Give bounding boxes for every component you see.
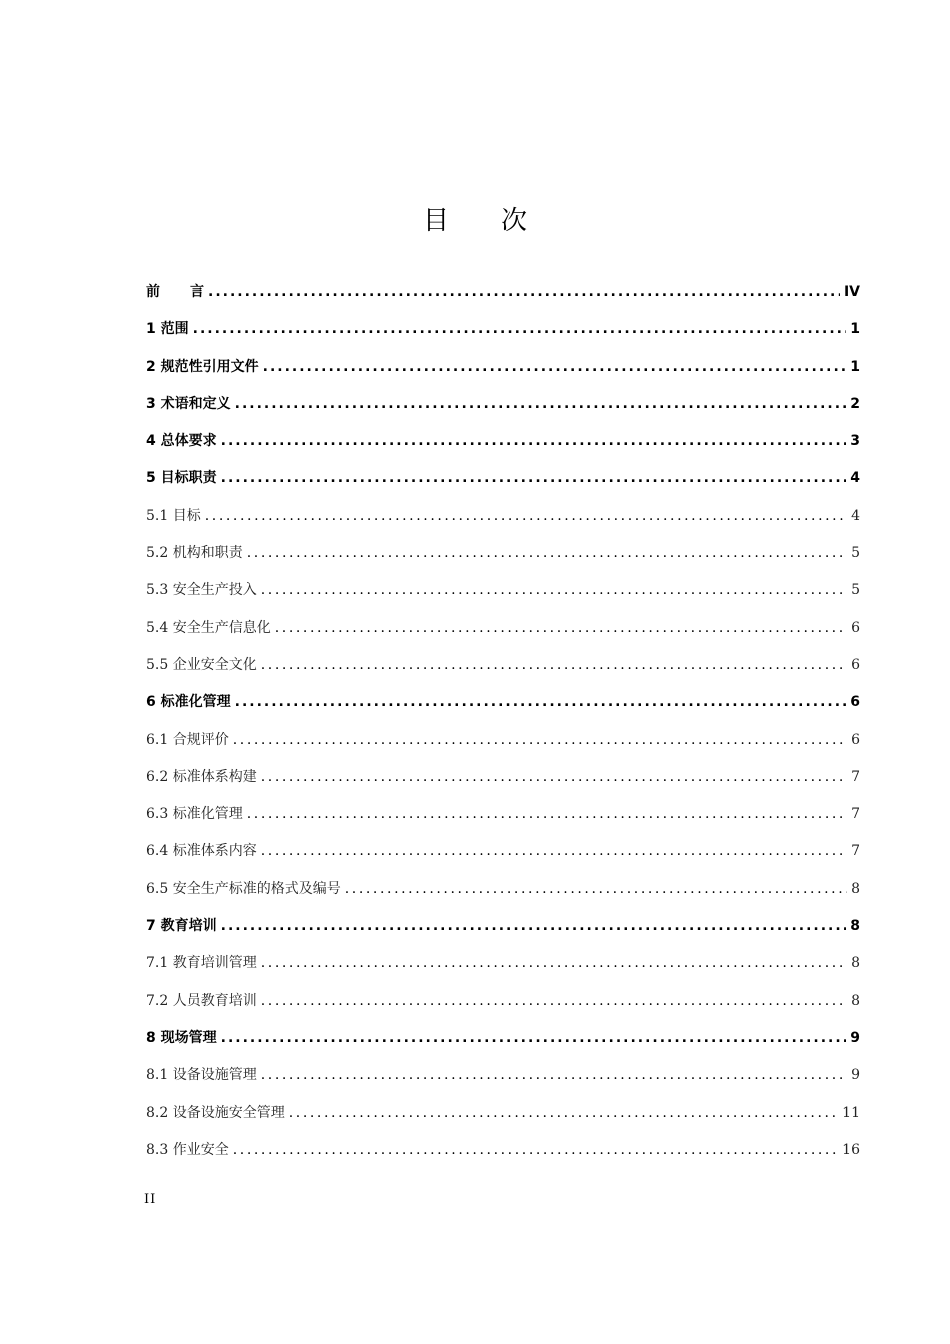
toc-entry-label (146, 722, 229, 759)
toc-entry[interactable] (146, 684, 860, 721)
toc-entry-text: 言 (190, 284, 204, 300)
dot-leader (289, 1095, 838, 1132)
toc-entry-label (146, 983, 257, 1020)
dot-leader (233, 1132, 838, 1169)
toc-entry-number: 8.3 (146, 1141, 169, 1158)
dot-leader (208, 274, 840, 311)
toc-entry[interactable] (146, 311, 860, 348)
toc-entry-label (146, 572, 257, 609)
toc-entry-page: 7 (851, 843, 860, 860)
toc-entry-text: 总体要求 (160, 433, 217, 450)
toc-entry-text: 标准化管理 (172, 806, 243, 823)
dot-leader (261, 1057, 847, 1094)
toc-entry-page: 5 (851, 582, 860, 599)
toc-entry-label (146, 796, 243, 833)
toc-entry[interactable] (146, 796, 860, 833)
toc-entry-label (146, 423, 217, 460)
toc-entry-page: 8 (851, 880, 860, 897)
toc-entry-label (146, 1132, 229, 1169)
toc-entry-text: 安全生产投入 (172, 582, 257, 599)
toc-entry-text: 标准化管理 (160, 694, 231, 711)
toc-entry-label (146, 1095, 285, 1132)
toc-entry-text: 教育培训管理 (172, 955, 257, 972)
toc-entry-number: 4 (146, 433, 156, 450)
toc-entry[interactable] (146, 722, 860, 759)
toc-entry[interactable] (146, 274, 860, 311)
dot-leader (247, 796, 847, 833)
toc-entry-number: 8.2 (146, 1104, 169, 1121)
dot-leader (247, 535, 847, 572)
toc-entry-number: 7.1 (146, 955, 169, 972)
toc-entry-page: 9 (850, 1029, 860, 1046)
toc-entry[interactable] (146, 647, 860, 684)
toc-entry-page: 6 (850, 694, 860, 711)
toc-entry-text: 机构和职责 (172, 545, 243, 562)
toc-entry-number: 6.2 (146, 768, 169, 785)
toc-entry-text: 规范性引用文件 (160, 358, 259, 375)
toc-entry-page: 6 (851, 731, 860, 748)
toc-entry-label (146, 274, 204, 311)
toc-entry[interactable] (146, 833, 860, 870)
toc-entry-page: 8 (851, 992, 860, 1009)
toc-entry-label (146, 684, 231, 721)
toc-entry[interactable] (146, 349, 860, 386)
toc-entry-label (146, 460, 217, 497)
toc-entry[interactable] (146, 535, 860, 572)
toc-entry[interactable] (146, 908, 860, 945)
toc-entry-label (146, 908, 217, 945)
dot-leader (275, 610, 847, 647)
toc-entry-label (146, 535, 243, 572)
table-of-contents (146, 274, 860, 1169)
toc-entry-text: 设备设施安全管理 (172, 1104, 285, 1121)
toc-entry[interactable] (146, 423, 860, 460)
toc-entry-text: 教育培训 (160, 918, 217, 935)
toc-entry-text: 作业安全 (172, 1141, 229, 1158)
toc-entry-label (146, 871, 341, 908)
toc-entry-number: 5.1 (146, 507, 169, 524)
title-char-1: 目 (422, 206, 449, 236)
toc-entry-page: 4 (850, 470, 860, 487)
dot-leader (261, 647, 847, 684)
dot-leader (221, 460, 847, 497)
toc-entry-number: 5.3 (146, 582, 169, 599)
toc-entry-text: 目标 (172, 507, 201, 524)
toc-entry-number: 5.5 (146, 656, 169, 673)
toc-entry-label (146, 386, 231, 423)
toc-entry-text: 人员教育培训 (172, 992, 257, 1009)
toc-entry-page: 7 (851, 806, 860, 823)
toc-entry-page: 8 (850, 918, 860, 935)
page-title (0, 200, 950, 237)
toc-entry-page: 2 (850, 395, 860, 412)
toc-entry-number: 5.2 (146, 545, 169, 562)
dot-leader (235, 684, 847, 721)
toc-entry-label (146, 945, 257, 982)
toc-entry-page: 11 (842, 1104, 860, 1121)
toc-entry-number: 2 (146, 358, 156, 375)
dot-leader (263, 349, 847, 386)
toc-entry-text: 设备设施管理 (172, 1067, 257, 1084)
dot-leader (235, 386, 847, 423)
title-char-2: 次 (501, 206, 528, 236)
toc-entry[interactable] (146, 610, 860, 647)
toc-entry-number: 6.1 (146, 731, 169, 748)
toc-entry[interactable] (146, 1057, 860, 1094)
toc-entry-number: 3 (146, 395, 156, 412)
toc-entry-page: 7 (851, 768, 860, 785)
toc-entry-page: 4 (851, 507, 860, 524)
dot-leader (261, 759, 847, 796)
toc-entry-text: 合规评价 (172, 731, 229, 748)
toc-entry-page: 1 (850, 321, 860, 338)
toc-entry-page: 5 (851, 545, 860, 562)
toc-entry-number: 7.2 (146, 992, 169, 1009)
toc-entry-label (146, 498, 201, 535)
toc-entry[interactable] (146, 386, 860, 423)
toc-entry-page: IV (843, 284, 860, 300)
toc-entry-page: 1 (850, 358, 860, 375)
toc-entry-page: 16 (842, 1141, 860, 1158)
toc-entry[interactable] (146, 498, 860, 535)
toc-entry-text: 安全生产标准的格式及编号 (172, 880, 341, 897)
toc-entry[interactable] (146, 871, 860, 908)
toc-entry-text: 标准体系构建 (172, 768, 257, 785)
toc-entry-number: 5 (146, 470, 156, 487)
dot-leader (261, 983, 847, 1020)
toc-entry[interactable] (146, 1020, 860, 1057)
toc-entry[interactable] (146, 759, 860, 796)
toc-entry-page: 3 (850, 433, 860, 450)
toc-entry-text: 现场管理 (160, 1029, 217, 1046)
toc-entry-label (146, 311, 189, 348)
toc-entry-page: 8 (851, 955, 860, 972)
toc-entry-number: 6.5 (146, 880, 169, 897)
toc-entry-number: 6 (146, 694, 156, 711)
dot-leader (261, 945, 847, 982)
toc-entry-label (146, 833, 257, 870)
dot-leader (261, 833, 847, 870)
toc-entry[interactable] (146, 1132, 860, 1169)
toc-entry-number: 6.4 (146, 843, 169, 860)
toc-entry-number: 5.4 (146, 619, 169, 636)
toc-entry-label (146, 610, 271, 647)
dot-leader (345, 871, 847, 908)
toc-entry-number: 前 (146, 284, 160, 300)
dot-leader (221, 908, 847, 945)
toc-entry-number: 6.3 (146, 806, 169, 823)
toc-entry-label (146, 1020, 217, 1057)
page-number-footer: II (144, 1192, 157, 1207)
toc-entry-page: 6 (851, 619, 860, 636)
toc-entry-text: 标准体系内容 (172, 843, 257, 860)
toc-entry-number: 8.1 (146, 1067, 169, 1084)
toc-entry-text: 术语和定义 (160, 395, 231, 412)
toc-entry[interactable] (146, 1095, 860, 1132)
toc-entry-page: 6 (851, 656, 860, 673)
toc-entry-label (146, 759, 257, 796)
dot-leader (193, 311, 847, 348)
dot-leader (233, 722, 847, 759)
toc-entry-number: 8 (146, 1029, 156, 1046)
toc-entry[interactable] (146, 572, 860, 609)
dot-leader (205, 498, 847, 535)
toc-entry-number: 1 (146, 321, 156, 338)
toc-entry[interactable] (146, 460, 860, 497)
toc-entry-label (146, 349, 259, 386)
dot-leader (221, 1020, 847, 1057)
dot-leader (261, 572, 847, 609)
dot-leader (221, 423, 847, 460)
toc-entry[interactable] (146, 983, 860, 1020)
toc-entry-text: 范围 (160, 321, 189, 338)
toc-entry[interactable] (146, 945, 860, 982)
toc-entry-text: 目标职责 (160, 470, 217, 487)
toc-entry-label (146, 647, 257, 684)
toc-entry-number: 7 (146, 918, 156, 935)
toc-entry-page: 9 (851, 1067, 860, 1084)
toc-entry-text: 安全生产信息化 (172, 619, 271, 636)
toc-entry-text: 企业安全文化 (172, 656, 257, 673)
toc-entry-label (146, 1057, 257, 1094)
